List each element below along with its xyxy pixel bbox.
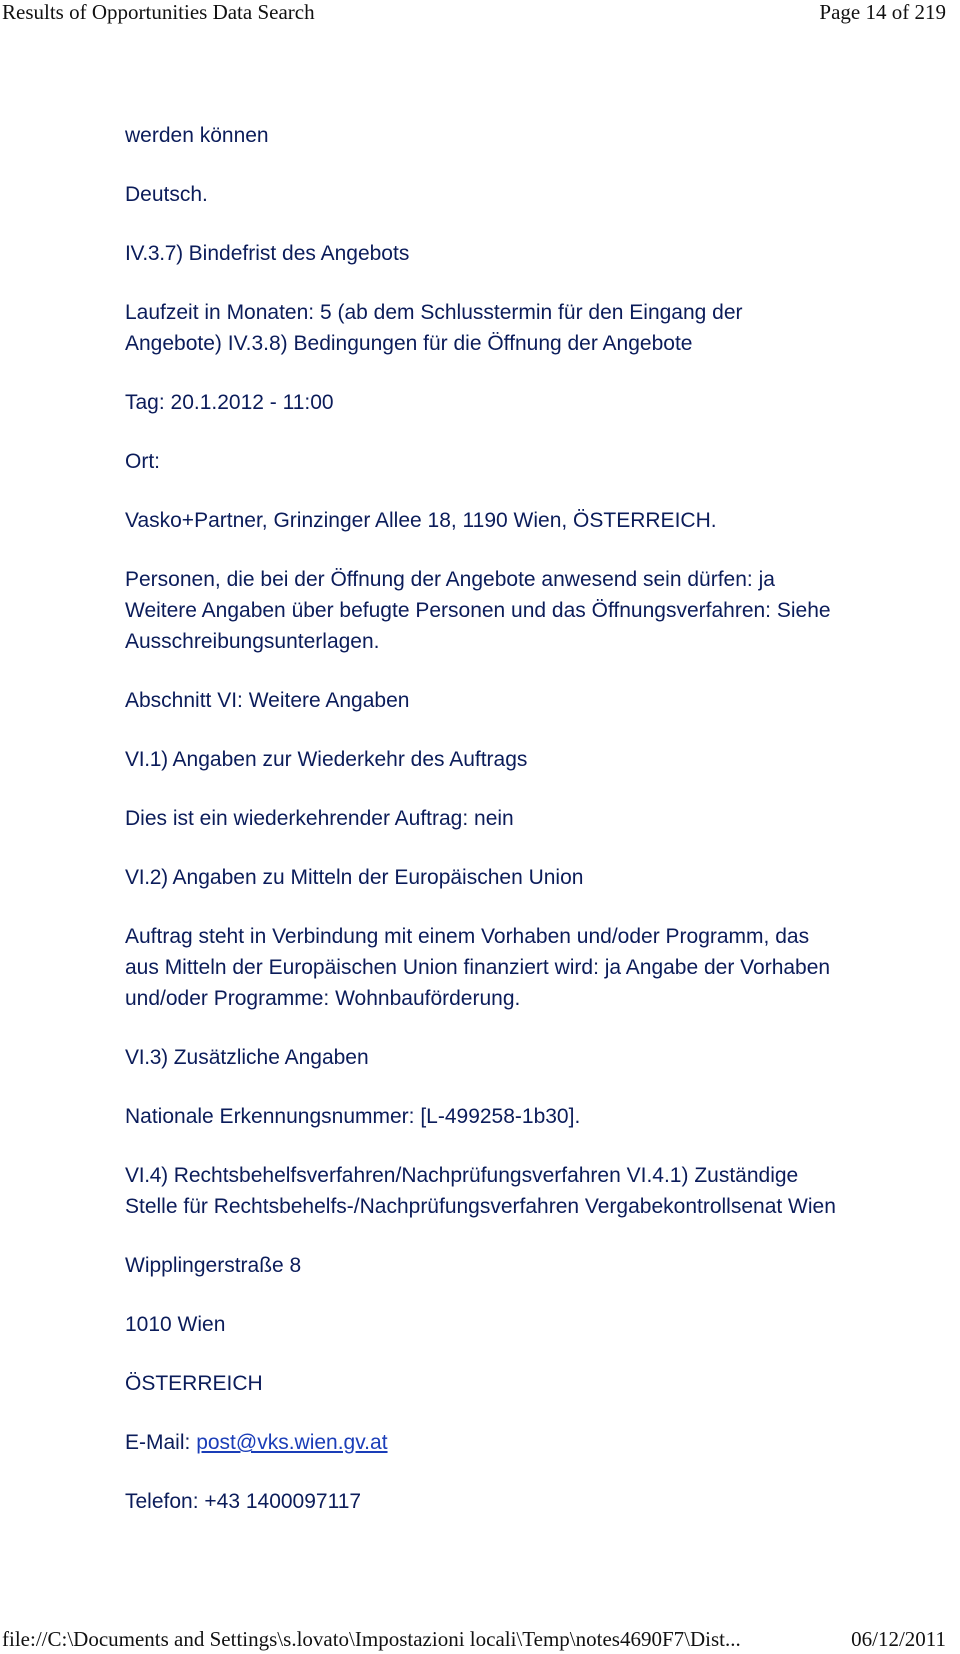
paragraph — [125, 921, 935, 1014]
address-city: 1010 Wien — [125, 1313, 226, 1336]
section-number: IV.3.7) — [125, 242, 183, 265]
document-body — [125, 120, 935, 1545]
section-title: Angaben zu Mitteln der Europäischen Union — [167, 866, 584, 889]
paragraph — [125, 564, 935, 657]
print-footer — [0, 1626, 960, 1652]
email-link[interactable]: post@vks.wien.gv.at — [196, 1431, 388, 1454]
section-heading — [125, 1042, 935, 1073]
paragraph: Tag: 20.1.2012 - 11:00 — [125, 391, 334, 414]
section-title: Zusätzliche Angaben — [167, 1046, 369, 1069]
section-number: VI.2) — [125, 866, 168, 889]
text-line: Personen, die bei der Öffnung der Angebote anwesend sein dürfen: ja — [125, 568, 775, 591]
section-number: VI.1) — [125, 748, 168, 771]
address-street: Wipplingerstraße 8 — [125, 1254, 302, 1277]
text-line: Weitere Angaben über befugte Personen und das Öffnungsverfahren: Siehe — [125, 599, 831, 622]
file-path: file://C:\Documents and Settings\s.lovato\Impostazioni locali\Temp\notes4690F7\Dist... — [2, 1627, 741, 1651]
text-line: und/oder Programme: Wohnbauförderung. — [125, 987, 521, 1010]
document-title: Results of Opportunities Data Search — [2, 0, 315, 24]
text-line: Laufzeit in Monaten: 5 (ab dem Schlusstermin für den Eingang der — [125, 301, 743, 324]
paragraph: Deutsch. — [125, 183, 208, 206]
section-title: Rechtsbehelfsverfahren/Nachprüfungsverfahren VI.4.1) Zuständige — [167, 1164, 799, 1187]
paragraph: Nationale Erkennungsnummer: [L-499258-1b30]. — [125, 1105, 581, 1128]
section-number: VI.4) — [125, 1164, 168, 1187]
paragraph — [125, 297, 935, 359]
print-date: 06/12/2011 — [851, 1627, 946, 1651]
section-title: Angaben zur Wiederkehr des Auftrags — [167, 748, 528, 771]
phone-line: Telefon: +43 1400097117 — [125, 1490, 362, 1513]
email-line — [125, 1427, 935, 1458]
text-line: Angebote) IV.3.8) Bedingungen für die Öffnung der Angebote — [125, 332, 693, 355]
text-line: Auftrag steht in Verbindung mit einem Vorhaben und/oder Programm, das — [125, 925, 810, 948]
section-heading — [125, 744, 935, 775]
print-header — [0, 0, 960, 26]
section-title: Bindefrist des Angebots — [182, 242, 410, 265]
paragraph: werden können — [125, 124, 269, 147]
page-number: Page 14 of 219 — [819, 0, 946, 24]
section-number: VI.3) — [125, 1046, 168, 1069]
section-heading — [125, 238, 935, 269]
email-label: E-Mail: — [125, 1431, 197, 1454]
text-line: aus Mitteln der Europäischen Union finanziert wird: ja Angabe der Vorhaben — [125, 956, 831, 979]
section-heading — [125, 862, 935, 893]
paragraph: Vasko+Partner, Grinzinger Allee 18, 1190 Wien, ÖSTERREICH. — [125, 509, 717, 532]
paragraph: Dies ist ein wiederkehrender Auftrag: nein — [125, 807, 514, 830]
paragraph: Ort: — [125, 450, 160, 473]
text-line: Ausschreibungsunterlagen. — [125, 630, 380, 653]
address-country: ÖSTERREICH — [125, 1372, 263, 1395]
text-line: Stelle für Rechtsbehelfs-/Nachprüfungsverfahren Vergabekontrollsenat Wien — [125, 1195, 836, 1218]
section-heading: Abschnitt VI: Weitere Angaben — [125, 689, 410, 712]
section-heading — [125, 1160, 935, 1222]
